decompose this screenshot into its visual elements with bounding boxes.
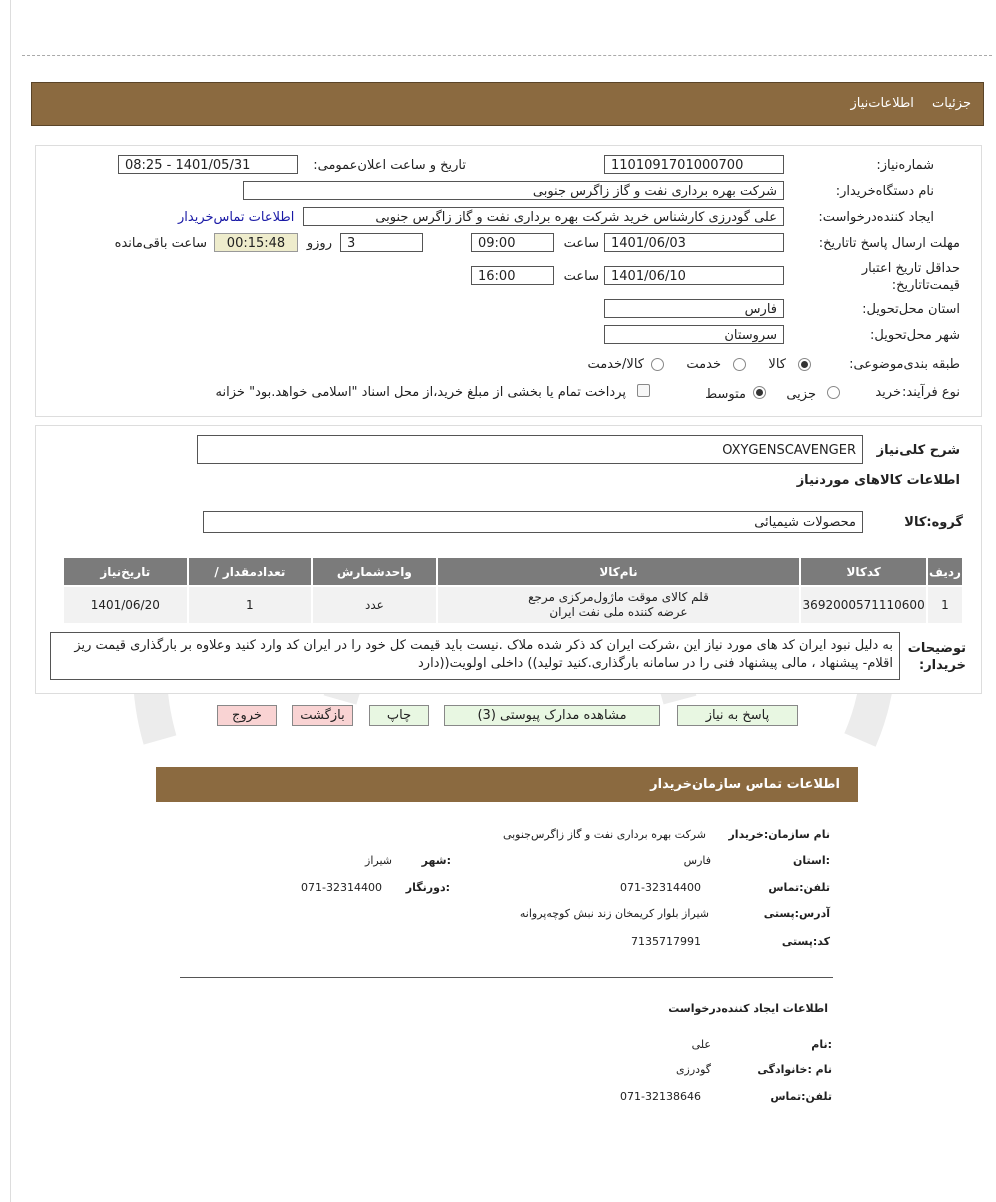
announce-label: تاریخ و ساعت اعلان‌عمومی: bbox=[313, 158, 466, 173]
process-medium-label: متوسط bbox=[705, 387, 746, 402]
city-field: سروستان bbox=[604, 325, 784, 344]
contact-fax-value: 071-32314400 bbox=[301, 881, 382, 894]
buyer-contact-link[interactable]: اطلاعات تماس‌خریدار bbox=[178, 210, 295, 225]
province-field: فارس bbox=[604, 299, 784, 318]
contact-phone-label: تلفن:تماس bbox=[768, 881, 830, 894]
table-row bbox=[64, 587, 962, 623]
buyer-org-field: شرکت بهره برداری نفت و گاز زاگرس جنوبی bbox=[243, 181, 784, 200]
contact-fax-label: :دورنگار bbox=[405, 881, 450, 894]
general-desc-label: شرح کلی‌نیاز bbox=[876, 443, 960, 458]
buyer-org-label: نام دستگاه‌خریدار: bbox=[835, 184, 934, 199]
goods-table-header bbox=[64, 558, 962, 585]
creator-family-label: نام :خانوادگی bbox=[757, 1063, 832, 1076]
deadline-time-field: 09:00 bbox=[471, 233, 554, 252]
cell-code: 3692000571110600 bbox=[801, 587, 926, 623]
creator-label: ایجاد کننده‌درخواست: bbox=[818, 210, 934, 225]
validity-date-field: 1401/06/10 bbox=[604, 266, 784, 285]
need-number-label: شماره‌نیاز: bbox=[876, 158, 934, 173]
contact-header bbox=[156, 767, 858, 802]
col-code: کدکالا bbox=[801, 558, 926, 585]
contact-divider bbox=[180, 977, 833, 978]
process-minor-label: جزیی bbox=[786, 387, 816, 402]
validity-time-field: 16:00 bbox=[471, 266, 554, 285]
page-header bbox=[31, 82, 984, 126]
creator-family-value: گودرزی bbox=[675, 1063, 711, 1076]
creator-name-label: :نام bbox=[811, 1038, 832, 1051]
process-buy-label: خرید bbox=[875, 385, 901, 400]
category-radio-goods-service[interactable] bbox=[651, 358, 664, 371]
cell-name-line2: عرضه کننده ملی نفت ایران bbox=[549, 605, 688, 619]
top-divider bbox=[22, 55, 992, 56]
province-label: استان محل‌تحویل: bbox=[862, 302, 960, 317]
category-radio-service[interactable] bbox=[733, 358, 746, 371]
category-label: طبقه بندی‌موضوعی: bbox=[849, 357, 960, 372]
contact-org-value: شرکت بهره برداری نفت و گاز زاگرس‌جنوبی bbox=[502, 828, 706, 841]
col-unit: واحدشمارش bbox=[313, 558, 436, 585]
contact-phone-value: 071-32314400 bbox=[620, 881, 701, 894]
goods-table bbox=[62, 556, 964, 625]
goods-group-field: محصولات شیمیائی bbox=[203, 511, 863, 533]
contact-title: اطلاعات تماس سازمان‌خریدار bbox=[650, 777, 840, 792]
contact-province-label: :استان bbox=[793, 854, 830, 867]
contact-address-label: آدرس:پستی bbox=[763, 907, 830, 920]
creator-name-value: علی bbox=[691, 1038, 711, 1051]
deadline-hour-label: ساعت bbox=[563, 236, 599, 251]
deadline-label: مهلت ارسال پاسخ تا‌تاریخ: bbox=[818, 236, 960, 251]
goods-section-title: اطلاعات کالاهای موردنیاز bbox=[796, 473, 960, 488]
contact-province-value: فارس bbox=[683, 854, 711, 867]
cell-qty: 1 bbox=[189, 587, 312, 623]
cell-name-line1: قلم کالای موقت ماژول‌مرکزی مرجع bbox=[528, 590, 709, 604]
announce-field: 1401/05/31 - 08:25 bbox=[118, 155, 298, 174]
deadline-date-field: 1401/06/03 bbox=[604, 233, 784, 252]
print-button[interactable]: چاپ bbox=[369, 705, 429, 726]
contact-address-value: شیراز بلوار کریمخان زند نبش کوچه‌پروانه bbox=[519, 907, 709, 920]
contact-org-label: نام سازمان:خریدار bbox=[728, 828, 830, 841]
reply-button[interactable]: پاسخ به نیاز bbox=[677, 705, 798, 726]
tab-details[interactable]: جزئیات bbox=[932, 96, 971, 111]
col-row: ردیف bbox=[928, 558, 962, 585]
cell-row: 1 bbox=[928, 587, 962, 623]
city-label: شهر محل‌تحویل: bbox=[870, 328, 960, 343]
left-border-line bbox=[10, 0, 11, 1202]
tab-need-info[interactable]: اطلاعات‌نیاز bbox=[850, 96, 914, 111]
validity-label: حداقل تاریخ اعتبار قیمت‌تا‌تاریخ: bbox=[861, 261, 960, 293]
creator-field: علی گودرزی کارشناس خرید شرکت بهره برداری نفت و گاز زاگرس جنوبی bbox=[303, 207, 784, 226]
cell-unit: عدد bbox=[313, 587, 436, 623]
col-qty: تعدادمقدار / bbox=[189, 558, 312, 585]
category-goods-service-label: کالا/خدمت bbox=[587, 357, 644, 372]
need-number-field: 1101091701000700 bbox=[604, 155, 784, 174]
creator-phone-value: 071-32138646 bbox=[620, 1090, 701, 1103]
contact-city-value: شیراز bbox=[365, 854, 392, 867]
days-label: روزو bbox=[306, 236, 332, 251]
col-name: نام‌کالا bbox=[438, 558, 800, 585]
buyer-notes-label: توضیحات خریدار: bbox=[907, 641, 966, 673]
cell-name bbox=[438, 587, 800, 623]
process-radio-medium[interactable] bbox=[753, 386, 766, 399]
general-desc-field: OXYGENSCAVENGER bbox=[197, 435, 863, 464]
view-attachments-button[interactable]: مشاهده مدارک پیوستی (3) bbox=[444, 705, 660, 726]
validity-hour-label: ساعت bbox=[563, 269, 599, 284]
category-goods-label: کالا bbox=[768, 357, 786, 372]
cell-date: 1401/06/20 bbox=[64, 587, 187, 623]
goods-group-label: گروه:کالا bbox=[904, 515, 963, 530]
creator-info-title: اطلاعات ایجاد کننده‌درخواست bbox=[668, 1002, 828, 1015]
category-radio-goods[interactable] bbox=[798, 358, 811, 371]
remaining-label: ساعت باقی‌مانده bbox=[114, 236, 207, 251]
creator-phone-label: تلفن:تماس bbox=[770, 1090, 832, 1103]
remaining-timer: 00:15:48 bbox=[214, 233, 298, 252]
process-label: نوع فرآیند: bbox=[902, 385, 960, 400]
days-field: 3 bbox=[340, 233, 423, 252]
payment-note: پرداخت تمام یا بخشی از مبلغ خرید،از محل اسناد "اسلامی خواهد.بود" خزانه bbox=[215, 385, 626, 400]
contact-postal-value: 7135717991 bbox=[631, 935, 701, 948]
exit-button[interactable]: خروج bbox=[217, 705, 277, 726]
contact-city-label: :شهر bbox=[421, 854, 451, 867]
contact-postal-label: کد:پستی bbox=[781, 935, 830, 948]
back-button[interactable]: بازگشت bbox=[292, 705, 353, 726]
col-date: تاریخ‌نیاز bbox=[64, 558, 187, 585]
category-service-label: خدمت bbox=[686, 357, 721, 372]
process-radio-minor[interactable] bbox=[827, 386, 840, 399]
payment-checkbox[interactable] bbox=[637, 384, 650, 397]
buyer-notes-field: به دلیل نبود ایران کد های مورد نیاز این ،شرکت ایران کد ذکر شده ملاک .نیست باید قیمت کل خود را در ایران کد وارد کنید وعلاوه بر بارگذاری قیمت ریز اقلام- پیشنهاد ، مالی پیشنهاد فنی را در سامانه بارگذاری.کنید تولید)) داخلی اولویت((دارد bbox=[50, 632, 900, 680]
